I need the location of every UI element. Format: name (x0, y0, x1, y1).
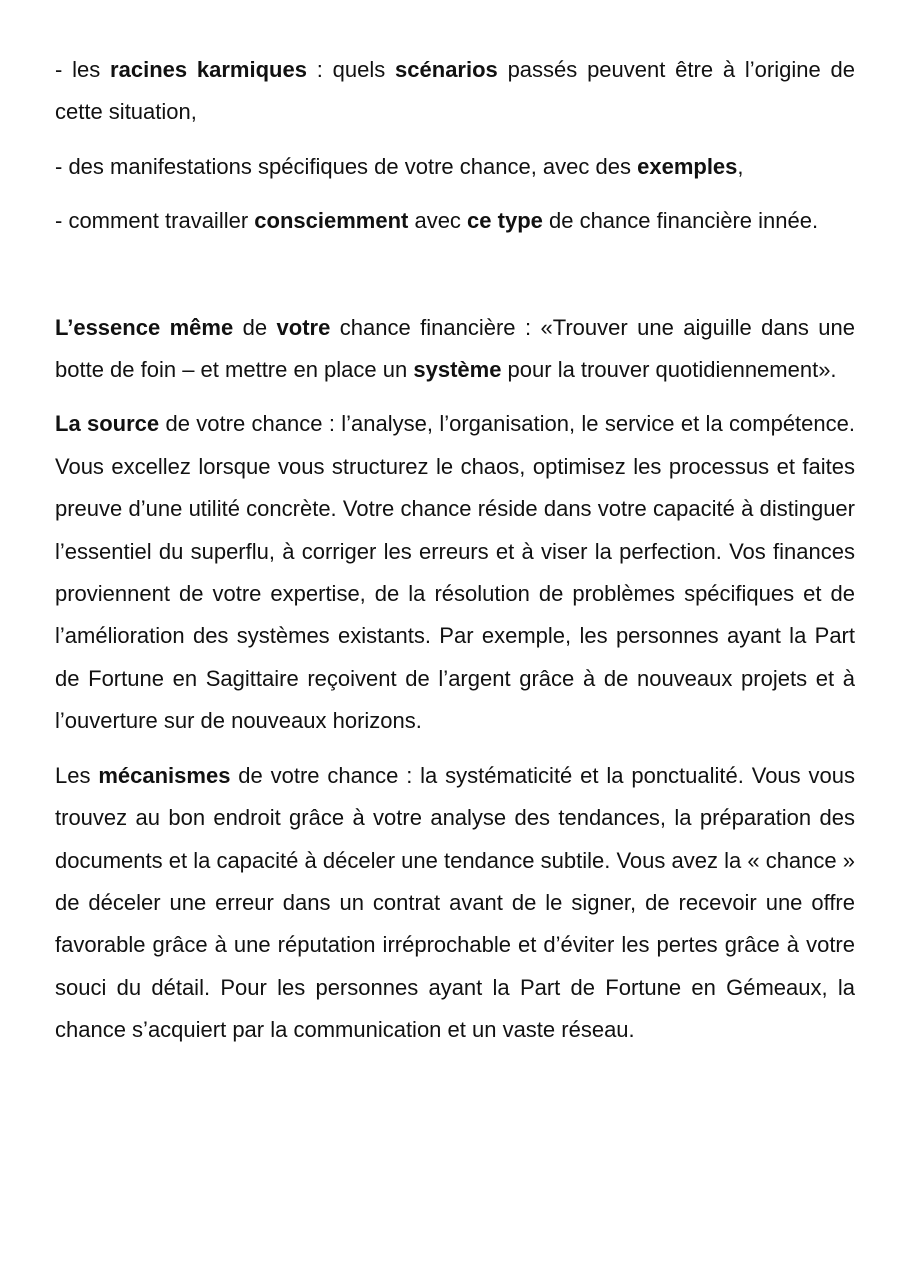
text-run: de (233, 314, 277, 340)
bold-term: système (413, 357, 502, 383)
mechanisms-paragraph (55, 755, 855, 1052)
source-paragraph (55, 403, 855, 742)
bold-term: scénarios (395, 57, 498, 82)
bold-term: ce type (467, 208, 543, 234)
text-run: - comment travailler (55, 208, 255, 234)
text-run: de votre chance : la systématicité et la ponctualité. Vous vous trouvez au bon endroit grâce à votre analyse des tendances, la préparation des documents et la capacité à déceler une tendance subtile. Vous avez la « chance » de déceler une erreur dans un contrat avant de le signer, de recevoir une offre favorable grâce à une réputation irréprochable et d’éviter les pertes grâce à votre souci du détail. Pour les personnes ayant la Part de Fortune en Gémeaux, la chance s’acquiert par la communication et un vaste réseau. (55, 762, 855, 1043)
bullet-manifestations (55, 146, 855, 188)
bold-term: racines karmiques (110, 57, 307, 82)
text-run: pour la trouver quotidiennement». (501, 357, 837, 383)
text-run: passés peuvent être à l’origine de cette situation, (55, 57, 855, 125)
essence-paragraph (55, 307, 855, 392)
text-run: Les (55, 762, 99, 788)
text-run: de chance financière innée. (542, 208, 819, 234)
bullet-work-consciously (55, 200, 855, 242)
bold-term: votre (276, 314, 331, 340)
text-run: avec (408, 208, 468, 234)
text-run: de votre chance : l’analyse, l’organisation, le service et la compétence. Vous excellez lorsque vous structurez le chaos, optimisez les processus et faites preuve d’une utilité concrète. Votre chance réside dans votre capacité à distinguer l’essentiel du superflu, à corriger les erreurs et à viser la perfection. Vos finances proviennent de votre expertise, de la résolution de problèmes spécifiques et de l’amélioration des systèmes existants. Par exemple, les personnes ayant la Part de Fortune en Sagittaire reçoivent de l’argent grâce à de nouveaux projets et à l’ouverture sur de nouveaux horizons. (55, 411, 855, 734)
text-run: , (737, 153, 744, 179)
text-run: chance financière : «Trouver une aiguille dans une botte de foin – et mettre en place un (55, 314, 856, 383)
bullet-karmic-roots (55, 49, 855, 134)
text-run: : quels (306, 57, 396, 82)
bold-term: La source (55, 411, 160, 437)
bold-term: consciemment (254, 208, 409, 234)
text-run: - les (55, 57, 111, 82)
text-run: - des manifestations spécifiques de votre chance, avec des (55, 153, 638, 179)
bold-term: mécanismes (98, 762, 231, 788)
document-page (55, 49, 855, 1052)
bold-term: L’essence même (55, 314, 234, 340)
bold-term: exemples (637, 153, 738, 179)
